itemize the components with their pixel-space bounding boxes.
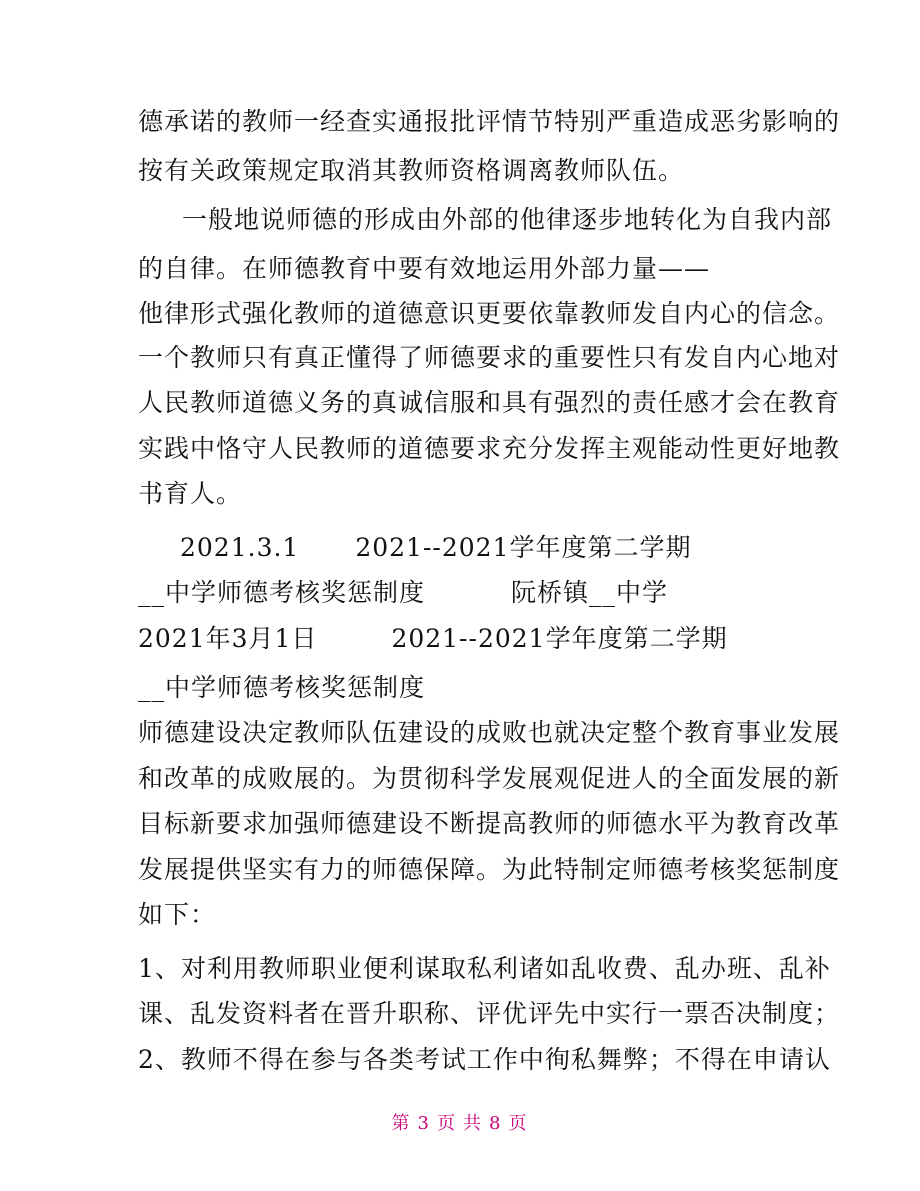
body-line: 的自律。在师德教育中要有效地运用外部力量—— [138,254,711,283]
current-page-number: 3 [417,1113,431,1134]
footer-suffix: 页 [508,1113,529,1134]
school-name: 阮桥镇__中学 [511,578,669,607]
system-line [138,577,668,609]
body-line: 按有关政策规定取消其教师资格调离教师队伍。 [138,156,685,185]
term-text: 2021--2021学年度第二学期 [391,624,728,653]
date-text: 2021.3.1 [180,533,300,562]
body-line: 他律形式强化教师的道德意识更要依靠教师发自内心的信念。 [138,299,841,328]
body-line: 一个教师只有真正懂得了师德要求的重要性只有发自内心地对 [138,343,841,372]
system-title: __中学师德考核奖惩制度 [138,673,426,702]
body-line: 师德建设决定教师队伍建设的成败也就决定整个教育事业发展 [138,718,841,747]
date-text: 2021年3月1日 [138,624,318,653]
term-text: 2021--2021学年度第二学期 [355,533,692,562]
body-line: 实践中恪守人民教师的道德要求充分发挥主观能动性更好地教 [138,434,841,463]
footer-total-word: 共 [463,1113,483,1134]
system-title: __中学师德考核奖惩制度 [138,578,426,607]
body-line: 德承诺的教师一经查实通报批评情节特别严重造成恶劣影响的 [138,107,841,136]
page-footer [0,1112,920,1136]
body-line: 发展提供坚实有力的师德保障。为此特制定师德考核奖惩制度 [138,855,841,884]
list-item-line: 课、乱发资料者在晋升职称、评优评先中实行一票否决制度； [138,999,841,1028]
total-page-number: 8 [489,1113,503,1134]
list-item-line: 1、对利用教师职业便利谋取私利诸如乱收费、乱办班、乱补 [138,954,831,983]
body-line: 书育人。 [138,479,243,508]
body-line: 和改革的成败展的。为贯彻科学发展观促进人的全面发展的新 [138,764,841,793]
body-line: 如下： [138,900,217,929]
body-line: 人民教师道德义务的真诚信服和具有强烈的责任感才会在教育 [138,388,841,417]
footer-page-word: 页 [437,1113,457,1134]
paragraph-start-line: 一般地说师德的形成由外部的他律逐步地转化为自我内部 [182,205,833,234]
list-item-line: 2、教师不得在参与各类考试工作中徇私舞弊；不得在申请认 [138,1045,831,1074]
date-line [138,623,728,655]
footer-prefix: 第 [391,1113,412,1134]
date-line [180,532,691,564]
body-line: 目标新要求加强师德建设不断提高教师的师德水平为教育改革 [138,809,841,838]
